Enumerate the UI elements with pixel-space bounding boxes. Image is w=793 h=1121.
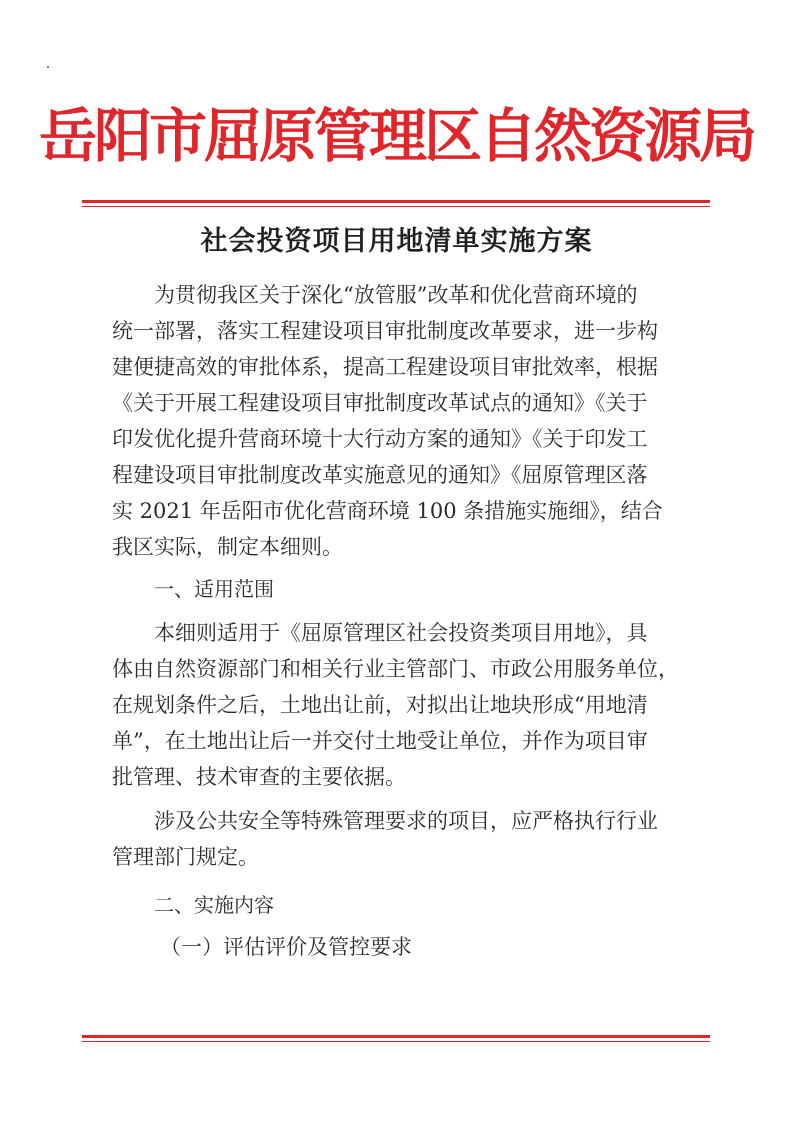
rule-thin-line (82, 206, 710, 207)
scope-paragraph-line: 本细则适用于《屈原管理区社会投资类项目用地》，具 (154, 621, 648, 645)
intro-line: 我区实际，制定本细则。 (112, 535, 343, 559)
rule-thick-line (82, 200, 710, 203)
masthead-org-name: 岳阳市屈原管理区自然资源局 (38, 102, 754, 170)
scope-paragraph-line: 体由自然资源部门和相关行业主管部门、市政公用服务单位， (112, 657, 679, 681)
scope-paragraph-line: 单”，在土地出让后一并交付土地受让单位，并作为项目审 (112, 729, 648, 753)
document-title: 社会投资项目用地清单实施方案 (200, 226, 593, 257)
section-heading-content: 二、实施内容 (154, 893, 274, 917)
rule-thick-line (82, 1035, 710, 1038)
scope-paragraph-line: 在规划条件之后，土地出让前，对拟出让地块形成“用地清 (112, 693, 648, 717)
footer-red-rule (82, 1035, 710, 1042)
scan-speck (47, 66, 49, 68)
intro-line: 建便捷高效的审批体系，提高工程建设项目审批效率，根据 (112, 355, 658, 379)
scope-paragraph-line: 涉及公共安全等特殊管理要求的项目，应严格执行行业 (154, 809, 658, 833)
intro-line: 《关于开展工程建设项目审批制度改革试点的通知》《关于 (112, 391, 648, 415)
intro-line: 程建设项目审批制度改革实施意见的通知》《屈原管理区落 (112, 463, 648, 487)
section-heading-scope: 一、适用范围 (154, 577, 274, 601)
intro-line: 印发优化提升营商环境十大行动方案的通知》《关于印发工 (112, 427, 648, 451)
intro-line: 为贯彻我区关于深化“放管服”改革和优化营商环境的 (154, 283, 638, 307)
masthead-red-rule (82, 200, 710, 207)
subsection-heading: （一）评估评价及管控要求 (160, 935, 412, 959)
scope-paragraph-line: 管理部门规定。 (112, 845, 259, 869)
scope-paragraph-line: 批管理、技术审查的主要依据。 (112, 765, 406, 789)
rule-thin-line (82, 1041, 710, 1042)
intro-line: 实 2021 年岳阳市优化营商环境 100 条措施实施细》，结合 (112, 499, 663, 523)
document-body (112, 277, 687, 965)
intro-line: 统一部署，落实工程建设项目审批制度改革要求，进一步构 (112, 319, 658, 343)
